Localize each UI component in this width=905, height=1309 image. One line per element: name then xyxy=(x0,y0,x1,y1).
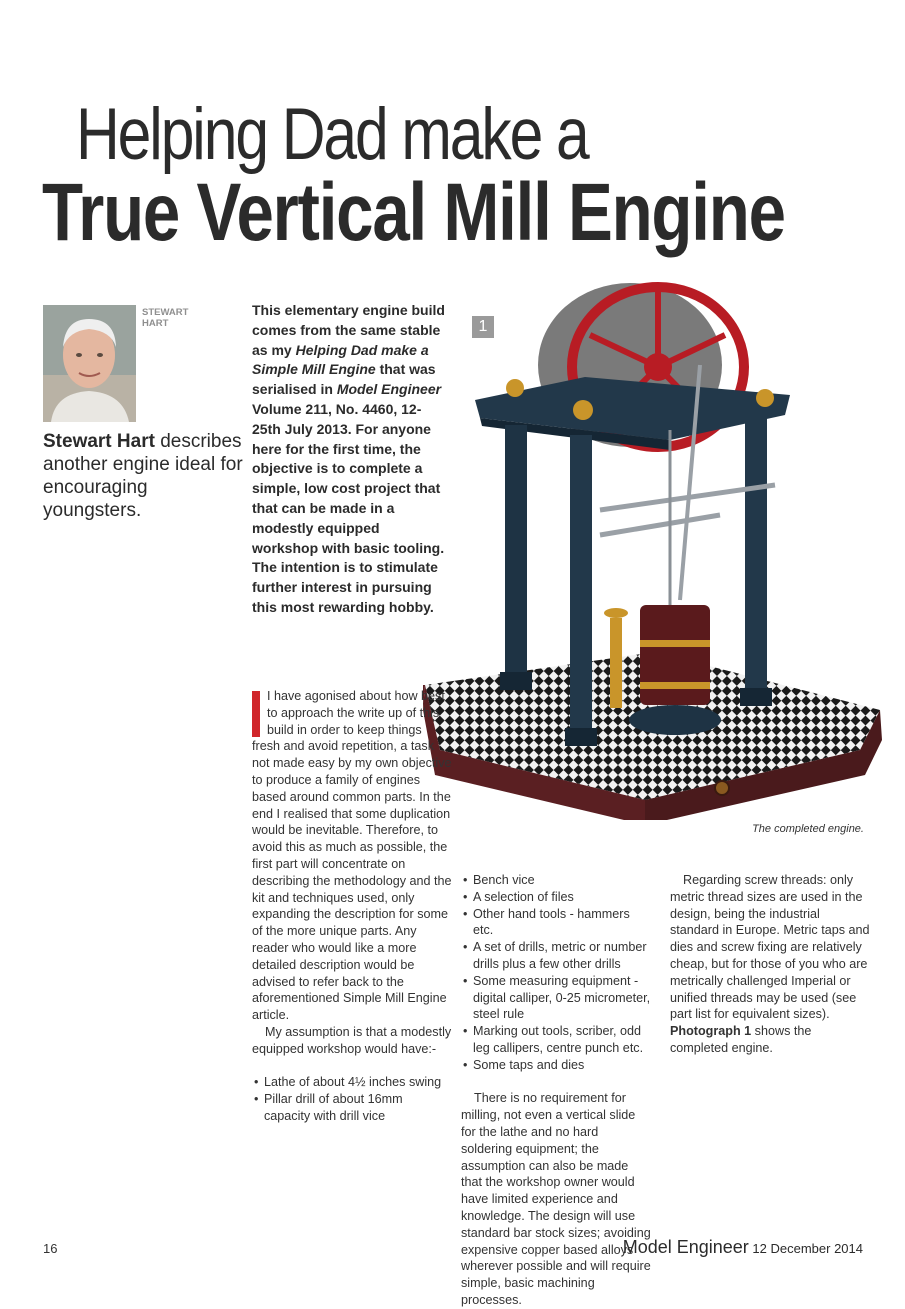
body-column-1 xyxy=(252,688,452,1125)
dropcap-marker xyxy=(252,691,260,737)
list-item: • Other hand tools - hammers etc. xyxy=(461,906,651,940)
photo-reference: Photograph 1 xyxy=(670,1024,752,1039)
standfirst xyxy=(43,430,243,522)
body-paragraph-2: My assumption is that a modestly equipped workshop would have:- xyxy=(252,1024,452,1056)
magazine-name: Model Engineer xyxy=(622,1237,749,1257)
footer-magazine xyxy=(623,1237,863,1258)
list-item: • A set of drills, metric or number drills plus a few other drills xyxy=(461,939,651,973)
issue-date: 12 December 2014 xyxy=(748,1241,863,1256)
body-paragraph-4: Regarding screw threads: only metric thread sizes are used in the design, being the industrial standard in Europe. Metric taps and dies and screw fixing are relatively cheap, but for those of you who are metrically challenged Imperial or unified threads may be used (see part list for equivalent sizes). Photograph 1 shows the completed engine. xyxy=(670,873,870,1055)
list-item: • A selection of files xyxy=(461,889,651,906)
photo-caption: The completed engine. xyxy=(752,823,864,835)
list-item: • Pillar drill of about 16mm capacity with drill vice xyxy=(252,1091,452,1125)
author-name: Stewart Hart xyxy=(43,431,155,452)
list-item: • Some taps and dies xyxy=(461,1057,651,1074)
list-item: • Some measuring equipment - digital calliper, 0-25 micrometer, steel rule xyxy=(461,973,651,1023)
equipment-list-1 xyxy=(252,1074,452,1124)
body-paragraph-1: I have agonised about how best to approach the write up of this build in order to keep things fresh and avoid repetition, a task not made easy by my own objective to produce a family of engines based around common parts. In the end I realised that some duplication would be inevitable. Therefore, to avoid this as much as possible, the first part will concentrate on describing the methodology and the kit and techniques used, only expanding the description for some of the more unique parts. Any reader who would like a more detailed description would be advised to refer back to the aforementioned Simple Mill Engine article. xyxy=(252,689,452,1023)
list-item: • Lathe of about 4½ inches swing xyxy=(252,1074,452,1091)
engine-photo xyxy=(420,280,905,820)
photo-number-badge: 1 xyxy=(472,316,494,338)
author-description: describes another engine ideal for encouraging youngsters. xyxy=(43,431,243,521)
list-item: • Marking out tools, scriber, odd leg callipers, centre punch etc. xyxy=(461,1023,651,1057)
equipment-list-2 xyxy=(461,872,651,1074)
intro-paragraph: This elementary engine build comes from the same stable as my Helping Dad make a Simple Mill Engine that was serialised in Model Engineer Volume 211, No. 4460, 12-25th July 2013. For anyone here for the first time, the objective is to complete a simple, low cost project that that can be made in a modestly equipped workshop with basic tooling. The intention is to stimulate further interest in pursuing this most rewarding hobby. xyxy=(252,302,445,615)
author-photo xyxy=(43,305,136,422)
author-caption: STEWART HART xyxy=(142,307,189,329)
title-line-2: True Vertical Mill Engine xyxy=(42,167,785,258)
title-line-1: Helping Dad make a xyxy=(76,94,588,175)
body-paragraph-3: There is no requirement for milling, not even a vertical slide for the lathe and no hard soldering equipment; the assumption can also be made that the workshop owner would have limited experience and knowledge. The design will use standard bar stock sizes; avoiding expensive copper based alloys wherever possible and will require simple, basic machining processes. xyxy=(461,1091,651,1307)
body-column-3 xyxy=(670,872,870,1057)
list-item: • Bench vice xyxy=(461,872,651,889)
page-number: 16 xyxy=(43,1241,58,1256)
